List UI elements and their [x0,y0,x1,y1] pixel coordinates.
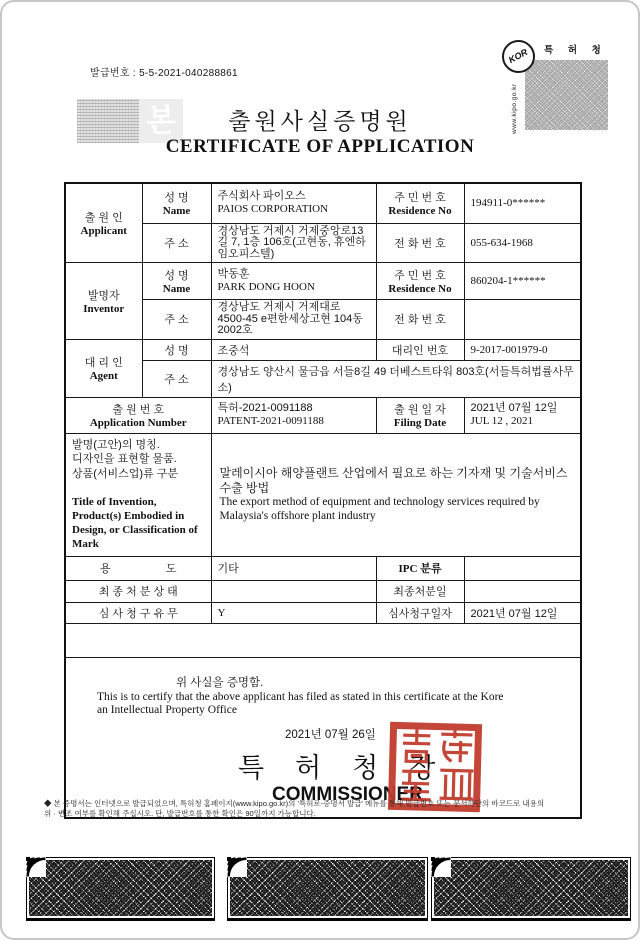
usage-value-cell: 기타 [211,556,376,580]
document-barcode-3 [431,857,631,921]
footnote-line2: 위 · 변조 여부를 확인해 주십시오. 단, 발급번호를 통한 확인은 90일까지 가능합니다. [44,808,316,818]
table-row [65,263,581,300]
table-row [65,223,581,263]
certification-cell [65,657,581,818]
applicant-residence-label-cell [376,183,464,223]
certify-en-line1: This is to certify that the above applicant has filed as stated in this certificate at the Kore [97,690,504,703]
agent-role-en: Agent [89,370,118,382]
name-label-en: Name [162,283,191,295]
usage-label-left: 용 [100,563,111,575]
residence-label-en: Residence No [388,283,452,295]
filing-date-label-cell [376,397,464,433]
exam-request-value-cell: Y [211,602,376,623]
kor-badge-icon [502,40,535,73]
application-number-en: PATENT-2021-0091188 [217,415,324,427]
kipo-agency-label: 특 허 청 [544,45,607,56]
table-row [65,300,581,340]
applicant-name-label-cell [142,183,211,223]
name-label-en: Name [162,205,191,218]
residence-label-en: Residence No [388,205,452,218]
table-row [65,623,581,657]
final-status-value-cell [211,580,376,602]
applicant-name-en: PAIOS CORPORATION [217,203,329,216]
filing-date-en: JUL 12 , 2021 [470,415,534,427]
exam-date-value-cell: 2021년 07월 12일 [464,602,581,623]
table-row [65,360,581,397]
table-row [65,657,581,818]
inventor-role-cell [65,263,142,340]
verification-footnote [44,799,602,818]
certify-statement-en [97,691,573,718]
applicant-role-en: Applicant [80,225,127,237]
table-row [65,397,581,433]
residence-label-ko: 주 민 번 호 [394,270,446,282]
certificate-table [64,182,582,819]
document-barcode-1 [26,857,215,921]
filing-date-label-ko: 출 원 일 자 [394,404,446,416]
certify-date: 2021년 07월 26일 [285,728,376,741]
application-number-label-ko: 출 원 번 호 [112,404,165,416]
table-row [65,556,581,580]
document-title-korean: 출원사실증명원 [228,108,412,134]
stamp-bon-character: 본 [139,99,183,143]
title-label-ko-3: 상품(서비스업)류 구분 [72,467,179,480]
application-number-label-en: Application Number [89,417,187,429]
agent-name-label-cell: 성 명 [142,339,211,360]
kor-badge-label: KOR [506,46,530,66]
agent-no-value-cell: 9-2017-001979-0 [464,339,581,360]
applicant-role-cell [65,183,142,263]
final-date-value-cell [464,580,581,602]
ipc-label-cell: IPC 분류 [376,556,464,580]
document-barcode-2 [227,857,428,921]
empty-row-cell [65,623,581,657]
agent-name-value-cell: 조중석 [211,339,376,360]
certify-en-line2: an Intellectual Property Office [97,704,237,716]
inventor-role-en: Inventor [83,302,125,315]
table-row [65,339,581,360]
final-date-label-cell: 최종처분일 [376,580,464,602]
inventor-name-ko: 박동훈 [217,268,250,280]
table-row [65,183,581,223]
title-label-ko-1: 발명(고안)의 명칭. [72,438,160,451]
title-label-en: Title of Invention, Product(s) Embodied in Design, or Classification of Mark [72,496,198,551]
exam-request-label-cell: 심 사 청 구 유 무 [65,602,211,623]
certify-statement-ko: 위 사실을 증명함. [176,676,264,689]
barcode-wave-icon [26,857,46,877]
invention-title-value-cell [211,433,581,556]
residence-label-ko: 주 민 번 호 [394,192,446,205]
title-value-ko: 말레이시아 해양플랜트 산업에서 필요로 하는 기자재 및 기술서비스 수출 방법 [219,466,568,495]
inventor-addr-value-cell: 경상남도 거제시 거제대로 4500-45 e편한세상고현 104동 2002호 [211,300,376,340]
kipo-url-label: www.kipo.go.kr [511,83,518,134]
table-row [65,580,581,602]
barcode-wave-icon [227,857,247,877]
barcode-noise [29,860,212,916]
agent-addr-label-cell: 주 소 [142,360,211,397]
name-label-ko: 성 명 [164,192,189,205]
application-number-ko: 특허-2021-0091188 [217,402,313,414]
ipc-value-cell [464,556,581,580]
filing-date-value-cell [464,397,581,433]
inventor-phone-label-cell: 전 화 번 호 [376,300,464,340]
document-title-english: CERTIFICATE OF APPLICATION [165,136,475,157]
inventor-phone-value-cell [464,300,581,340]
applicant-role-ko: 출 원 인 [84,212,123,224]
inventor-name-label-cell [142,263,211,300]
table-row [65,602,581,623]
inventor-name-en: PARK DONG HOON [217,281,315,293]
barcode-wave-icon [431,857,451,877]
final-status-label-cell: 최 종 처 분 상 태 [65,580,211,602]
application-number-label-cell [65,397,211,433]
name-label-ko: 성 명 [164,270,189,282]
applicant-phone-value-cell: 055-634-1968 [464,223,581,263]
barcode-noise [230,860,425,916]
applicant-name-ko: 주식회사 파이오스 [217,190,306,203]
barcode-noise [434,860,628,916]
applicant-name-value-cell [211,183,376,223]
applicant-residence-value-cell: 194911-0****** [464,183,581,223]
agent-addr-value-cell: 경상남도 양산시 물금읍 서들8길 49 더베스트타워 803호(서들특허법률사무소) [211,360,581,397]
title-label-ko-2: 디자인을 표현할 물품. [72,453,177,466]
title-value-en: The export method of equipment and technology services required by Malaysia's offshore plant industry [219,496,540,522]
commissioner-title-ko: 특허청장 [238,752,467,783]
application-number-value-cell [211,397,376,433]
issue-number: 발급번호 : 5-5-2021-040288861 [90,68,238,79]
table-row [65,433,581,556]
inventor-residence-label-cell [376,263,464,300]
agent-role-cell [65,339,142,397]
commissioner-title-en: COMMISSIONER [272,783,423,805]
filing-date-label-en: Filing Date [393,417,447,429]
footnote-line1: ◆ 본 증명서는 인터넷으로 발급되었으며, 특허청 홈페이지(www.kipo.go.kr)의 '특허로-증명서 발급' 메뉴를 통해 발급번호 또는 문서하단의 바코드로 내용의 [44,799,545,808]
inventor-role-ko: 발명자 [87,289,120,302]
inventor-addr-label-cell: 주 소 [142,300,211,340]
applicant-phone-label-cell: 전 화 번 호 [376,223,464,263]
usage-label-cell [65,556,211,580]
inventor-residence-value-cell: 860204-1****** [464,263,581,300]
usage-label-right: 도 [165,563,177,575]
invention-title-label-cell [65,433,211,556]
applicant-addr-label-cell: 주 소 [142,223,211,263]
agent-no-label-cell: 대리인 번호 [376,339,464,360]
inventor-name-value-cell [211,263,376,300]
exam-date-label-cell: 심사청구일자 [376,602,464,623]
agent-role-ko: 대 리 인 [84,357,123,369]
applicant-addr-value-cell: 경상남도 거제시 거제중앙로13길 7, 1층 106호(고현동, 휴엔하임오피스텔) [211,223,376,263]
filing-date-ko: 2021년 07월 12일 [470,402,558,414]
